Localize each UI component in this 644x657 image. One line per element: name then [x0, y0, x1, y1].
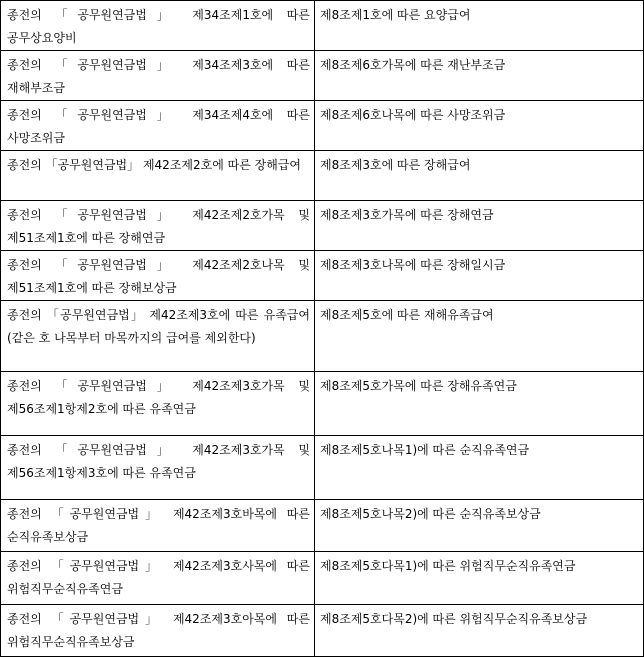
new-provision-cell: 제8조제5호나목1)에 따른 순직유족연금 [315, 436, 644, 500]
new-provision-cell: 제8조제1호에 따른 요양급여 [315, 1, 644, 51]
new-provision-cell: 제8조제3호에 따른 장해급여 [315, 151, 644, 201]
former-provision-cell: 종전의 「공무원연금법」 제42조제3호에 따른 유족급여(같은 호 나목부터 마목까지의 급여를 제외한다) [1, 301, 315, 372]
former-provision-cell: 종전의 「공무원연금법」 제34조제4호에 따른 사망조위금 [1, 101, 315, 151]
table-row [1, 500, 644, 552]
table-row [1, 251, 644, 301]
former-provision-cell: 종전의 「공무원연금법」 제34조제1호에 따른 공무상요양비 [1, 1, 315, 51]
new-provision-cell: 제8조제5호가목에 따른 장해유족연금 [315, 372, 644, 436]
former-provision-cell: 종전의 「공무원연금법」 제42조제2호가목 및 제51조제1호에 따른 장해연금 [1, 201, 315, 251]
table-row [1, 51, 644, 101]
table-row [1, 1, 644, 51]
new-provision-cell: 제8조제5호에 따른 재해유족급여 [315, 301, 644, 372]
former-provision-cell: 종전의 「공무원연금법」 제42조제3호가목 및 제56조제1항제2호에 따른 유족연금 [1, 372, 315, 436]
table-row [1, 101, 644, 151]
former-provision-cell: 종전의 「공무원연금법」 제34조제3호에 따른 재해부조금 [1, 51, 315, 101]
table-row [1, 301, 644, 372]
table-row [1, 605, 644, 657]
table-row [1, 436, 644, 500]
table-row [1, 372, 644, 436]
former-provision-cell: 종전의 「공무원연금법」 제42조제3호바목에 따른 순직유족보상금 [1, 500, 315, 552]
table-row [1, 151, 644, 201]
former-provision-cell: 종전의 「공무원연금법」 제42조제2호에 따른 장해급여 [1, 151, 315, 201]
new-provision-cell: 제8조제6호나목에 따른 사망조위금 [315, 101, 644, 151]
new-provision-cell: 제8조제6호가목에 따른 재난부조금 [315, 51, 644, 101]
former-provision-cell: 종전의 「공무원연금법」 제42조제3호사목에 따른 위험직무순직유족연금 [1, 552, 315, 605]
new-provision-cell: 제8조제3호나목에 따른 장해일시금 [315, 251, 644, 301]
table-row [1, 552, 644, 605]
provision-mapping-body [1, 1, 644, 657]
new-provision-cell: 제8조제5호다목2)에 따른 위험직무순직유족보상금 [315, 605, 644, 657]
former-provision-cell: 종전의 「공무원연금법」 제42조제2호나목 및 제51조제1호에 따른 장해보상금 [1, 251, 315, 301]
new-provision-cell: 제8조제5호나목2)에 따른 순직유족보상금 [315, 500, 644, 552]
new-provision-cell: 제8조제3호가목에 따른 장해연금 [315, 201, 644, 251]
former-provision-cell: 종전의 「공무원연금법」 제42조제3호가목 및 제56조제1항제3호에 따른 유족연금 [1, 436, 315, 500]
former-provision-cell: 종전의 「공무원연금법」 제42조제3호아목에 따른 위험직무순직유족보상금 [1, 605, 315, 657]
table-row [1, 201, 644, 251]
new-provision-cell: 제8조제5호다목1)에 따른 위험직무순직유족연금 [315, 552, 644, 605]
